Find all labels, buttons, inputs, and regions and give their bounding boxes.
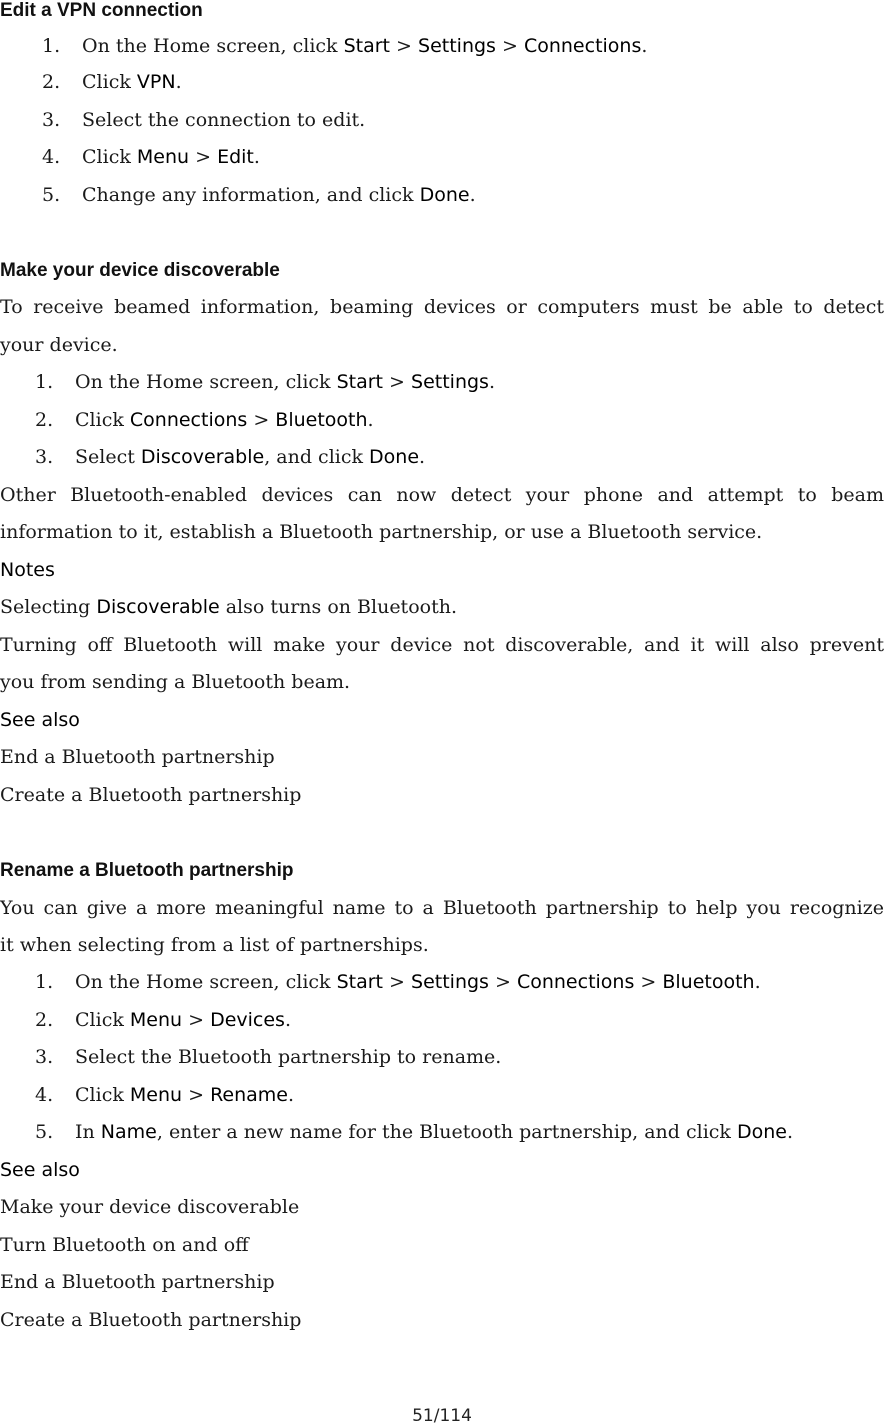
note-1: Selecting Discoverable also turns on Bluetooth. bbox=[0, 596, 457, 618]
vpn-step-1: 1. On the Home screen, click Start > Settings > Connections. bbox=[42, 35, 648, 57]
section-heading-rename: Rename a Bluetooth partnership bbox=[0, 860, 294, 881]
vpn-step-3: 3. Select the connection to edit. bbox=[42, 109, 366, 131]
discoverable-intro-line-2: your device. bbox=[0, 334, 118, 356]
ui-term: Edit bbox=[217, 146, 254, 168]
ui-term: Connections bbox=[516, 971, 635, 993]
ui-term: Settings bbox=[411, 971, 489, 993]
ui-term: Done bbox=[736, 1121, 787, 1143]
rename-step-2: 2. Click Menu > Devices. bbox=[35, 1009, 291, 1031]
section-heading-discoverable: Make your device discoverable bbox=[0, 260, 280, 281]
ui-term: VPN bbox=[136, 71, 176, 93]
vpn-step-2: 2. Click VPN. bbox=[42, 71, 182, 93]
ui-term: Bluetooth bbox=[275, 409, 368, 431]
page-number: 51/114 bbox=[412, 1406, 472, 1426]
notes-label: Notes bbox=[0, 559, 55, 581]
see-also-label: See also bbox=[0, 709, 80, 731]
rename-step-4: 4. Click Menu > Rename. bbox=[35, 1084, 295, 1106]
rename-step-3: 3. Select the Bluetooth partnership to rename. bbox=[35, 1046, 502, 1068]
ui-term: Connections bbox=[523, 35, 642, 57]
ui-term: Settings bbox=[418, 35, 496, 57]
ui-term: Menu bbox=[129, 1084, 183, 1106]
ui-term: Connections bbox=[129, 409, 248, 431]
ui-term: Menu bbox=[129, 1009, 183, 1031]
see-also-link[interactable]: Make your device discoverable bbox=[0, 1196, 300, 1218]
ui-term: Name bbox=[100, 1121, 157, 1143]
ui-term: Done bbox=[369, 446, 420, 468]
see-also-link[interactable]: Create a Bluetooth partnership bbox=[0, 1309, 302, 1331]
discoverable-after-line-2: information to it, establish a Bluetooth partnership, or use a Bluetooth service. bbox=[0, 521, 763, 543]
ui-term: Start bbox=[343, 35, 391, 57]
vpn-step-5: 5. Change any information, and click Done. bbox=[42, 184, 476, 206]
ui-term: Bluetooth bbox=[662, 971, 755, 993]
ui-term: Discoverable bbox=[96, 596, 220, 618]
rename-step-1: 1. On the Home screen, click Start > Settings > Connections > Bluetooth. bbox=[35, 971, 761, 993]
see-also-link[interactable]: End a Bluetooth partnership bbox=[0, 746, 275, 768]
rename-intro-line-2: it when selecting from a list of partnerships. bbox=[0, 934, 429, 956]
ui-term: Start bbox=[336, 371, 384, 393]
ui-term: Settings bbox=[411, 371, 489, 393]
see-also-link[interactable]: Create a Bluetooth partnership bbox=[0, 784, 302, 806]
discoverable-step-2: 2. Click Connections > Bluetooth. bbox=[35, 409, 374, 431]
ui-term: Rename bbox=[210, 1084, 288, 1106]
ui-term: Menu bbox=[136, 146, 190, 168]
see-also-link[interactable]: Turn Bluetooth on and off bbox=[0, 1234, 249, 1256]
see-also-label: See also bbox=[0, 1159, 80, 1181]
ui-term: Devices bbox=[210, 1009, 285, 1031]
note-2-line-2: you from sending a Bluetooth beam. bbox=[0, 671, 351, 693]
discoverable-after-line-1: Other Bluetooth-enabled devices can now detect your phone and attempt to beam bbox=[0, 484, 884, 506]
vpn-step-4: 4. Click Menu > Edit. bbox=[42, 146, 260, 168]
ui-term: Discoverable bbox=[140, 446, 265, 468]
discoverable-step-3: 3. Select Discoverable, and click Done. bbox=[35, 446, 426, 468]
ui-term: Done bbox=[419, 184, 470, 206]
ui-term: Start bbox=[336, 971, 384, 993]
discoverable-intro-line-1: To receive beamed information, beaming devices or computers must be able to detect bbox=[0, 296, 884, 318]
see-also-link[interactable]: End a Bluetooth partnership bbox=[0, 1271, 275, 1293]
section-heading-vpn: Edit a VPN connection bbox=[0, 0, 203, 21]
note-2-line-1: Turning off Bluetooth will make your device not discoverable, and it will also prevent bbox=[0, 634, 884, 656]
discoverable-step-1: 1. On the Home screen, click Start > Settings. bbox=[35, 371, 495, 393]
rename-step-5: 5. In Name, enter a new name for the Bluetooth partnership, and click Done. bbox=[35, 1121, 794, 1143]
rename-intro-line-1: You can give a more meaningful name to a Bluetooth partnership to help you recognize bbox=[0, 897, 884, 919]
